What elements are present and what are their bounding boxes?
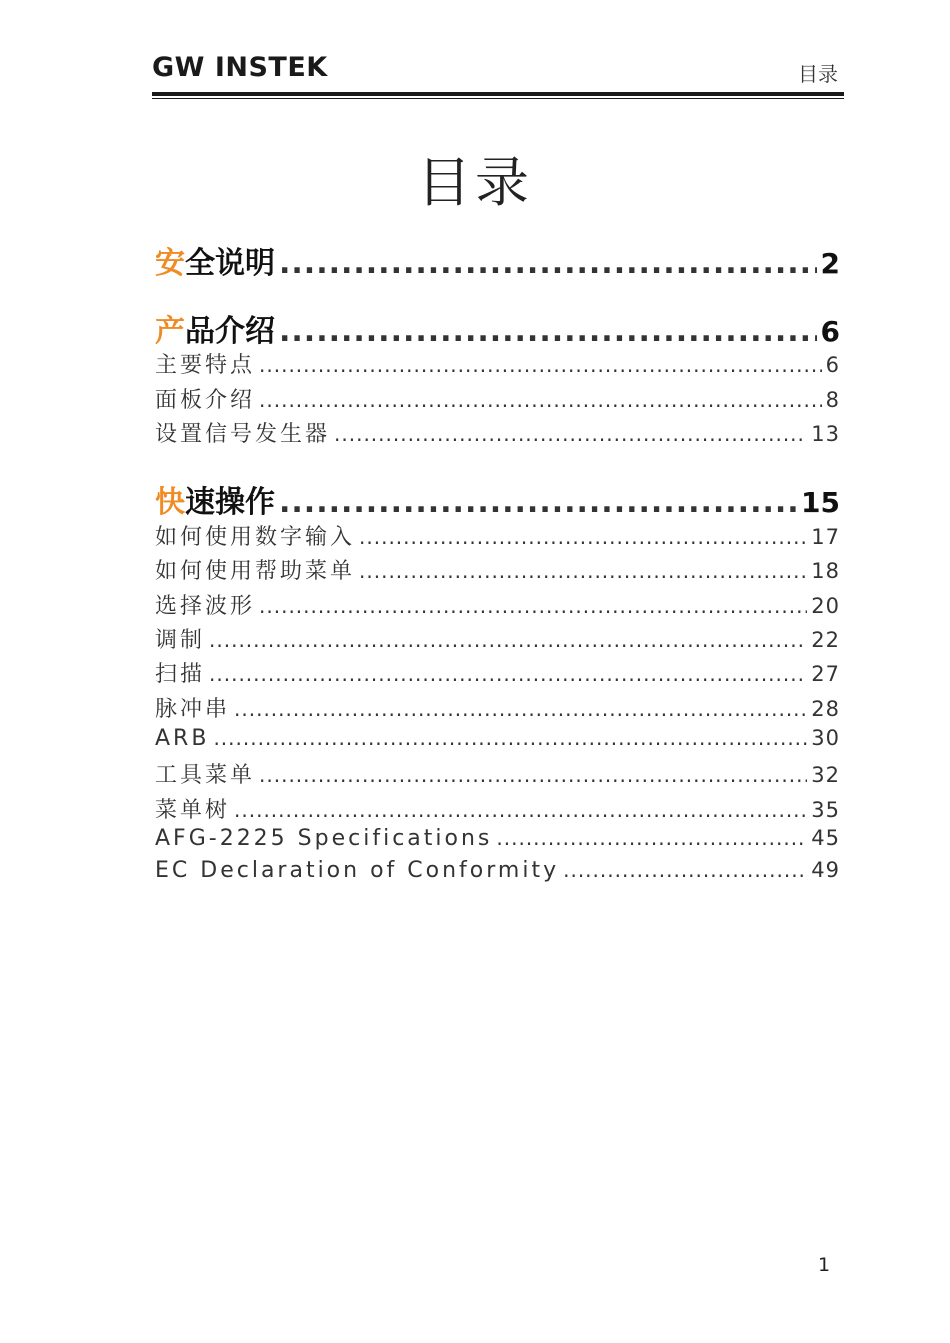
toc-item-label: 设置信号发生器 <box>155 422 331 447</box>
dot-leader <box>359 525 807 549</box>
toc-item[interactable] <box>155 657 840 688</box>
dot-leader <box>259 388 822 412</box>
section-title: 全说明 <box>185 246 275 281</box>
dot-leader <box>359 559 807 583</box>
dot-leader <box>496 826 807 850</box>
toc-item[interactable] <box>155 520 840 551</box>
dot-leader <box>234 798 807 822</box>
toc-item-label: 扫描 <box>155 662 206 687</box>
toc-item-page: 17 <box>811 525 840 549</box>
dot-leader <box>563 858 807 882</box>
page-number: 1 <box>818 1254 831 1276</box>
dot-leader <box>259 594 807 618</box>
toc-item[interactable] <box>155 692 840 723</box>
toc-item-label: AFG-2225 Specifications <box>155 826 493 851</box>
dot-leader <box>209 662 807 686</box>
dot-leader <box>279 485 797 520</box>
toc-item[interactable] <box>155 826 840 851</box>
toc-item-page: 49 <box>811 858 840 882</box>
header-section-title: 目录 <box>798 62 838 86</box>
toc-item[interactable] <box>155 554 840 585</box>
toc-section-product-intro[interactable] <box>155 306 840 350</box>
dot-leader <box>279 314 817 349</box>
section-page-number: 2 <box>820 247 840 280</box>
toc-item-label: 如何使用数字输入 <box>155 525 356 550</box>
section-accent-char: 产 <box>155 314 185 349</box>
toc-item-page: 8 <box>825 388 840 412</box>
toc-item[interactable] <box>155 726 840 751</box>
header-rule-thick <box>152 92 844 96</box>
section-accent-char: 安 <box>155 246 185 281</box>
toc-item-label: 面板介绍 <box>155 388 256 413</box>
toc-item-page: 18 <box>811 559 840 583</box>
toc-item-page: 32 <box>811 763 840 787</box>
toc-item-page: 22 <box>811 628 840 652</box>
toc-item-label: 调制 <box>155 628 206 653</box>
dot-leader <box>259 763 807 787</box>
page-title: 目录 <box>417 151 533 214</box>
toc-item-page: 6 <box>825 353 840 377</box>
toc-item-label: EC Declaration of Conformity <box>155 858 560 883</box>
toc-item[interactable] <box>155 589 840 620</box>
section-accent-char: 快 <box>155 485 185 520</box>
dot-leader <box>279 246 817 281</box>
toc-section-safety[interactable] <box>155 238 840 282</box>
dot-leader <box>234 697 807 721</box>
toc-item-page: 45 <box>811 826 840 850</box>
section-title: 品介绍 <box>185 314 275 349</box>
toc-item-page: 20 <box>811 594 840 618</box>
toc-item-page: 13 <box>811 422 840 446</box>
toc-item-page: 28 <box>811 697 840 721</box>
dot-leader <box>209 628 807 652</box>
section-title: 速操作 <box>185 485 275 520</box>
toc-item-label: 菜单树 <box>155 798 231 823</box>
toc-item[interactable] <box>155 793 840 824</box>
toc-item-page: 27 <box>811 662 840 686</box>
toc-item-label: 如何使用帮助菜单 <box>155 559 356 584</box>
gw-instek-logo <box>152 51 328 83</box>
toc-item[interactable] <box>155 383 840 414</box>
dot-leader <box>259 353 822 377</box>
toc-item[interactable] <box>155 858 840 883</box>
toc-item-label: 脉冲串 <box>155 697 231 722</box>
section-page-number: 6 <box>820 315 840 348</box>
toc-item-label: 选择波形 <box>155 594 256 619</box>
toc-item-page: 30 <box>811 726 840 750</box>
toc-item-label: ARB <box>155 726 210 751</box>
header-rule-thin <box>152 98 844 99</box>
section-page-number: 15 <box>801 486 840 519</box>
toc-item-label: 工具菜单 <box>155 763 256 788</box>
toc-item-page: 35 <box>811 798 840 822</box>
toc-item[interactable] <box>155 417 840 448</box>
dot-leader <box>213 726 807 750</box>
dot-leader <box>334 422 807 446</box>
toc-item[interactable] <box>155 758 840 789</box>
toc-item-label: 主要特点 <box>155 353 256 378</box>
logo-text: GW INSTEK <box>152 51 328 83</box>
toc-item[interactable] <box>155 348 840 379</box>
toc-section-quick-operation[interactable] <box>155 477 840 521</box>
toc-item[interactable] <box>155 623 840 654</box>
